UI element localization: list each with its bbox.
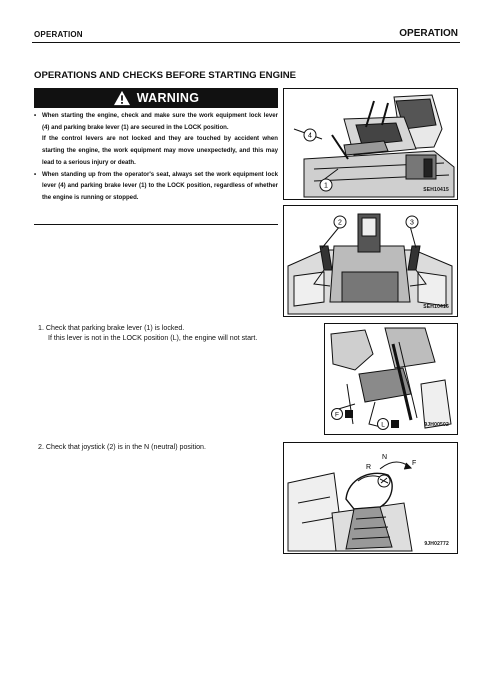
figure-code: SEH10416	[423, 304, 449, 310]
figure-joystick-neutral	[283, 442, 458, 554]
callout-2: 2	[338, 219, 342, 227]
figure-code: 9JH00502	[424, 422, 449, 428]
controls-illustration	[284, 206, 457, 316]
warning-bullet-text: • When standing up from the operator's seat, always set the work equipment lock lever (4) and parking brake lever (1) to the LOCK position, regardless of whether the engine is running or stopped.	[42, 170, 278, 201]
step-item	[38, 323, 278, 343]
parking-brake-illustration	[325, 324, 457, 434]
step-text: 1. Check that parking brake lever (1) is locked.	[38, 324, 185, 332]
lock-icon	[391, 420, 399, 428]
step-detail: If this lever is not in the LOCK position (L), the engine will not start.	[48, 334, 258, 342]
callout-f-free: F	[335, 411, 339, 419]
figure-cab-overview	[283, 88, 458, 200]
figure-controls-front	[283, 205, 458, 317]
warning-text	[34, 110, 278, 204]
unlock-icon	[345, 410, 353, 418]
callout-3: 3	[410, 219, 414, 227]
warning-bullet	[34, 169, 278, 204]
header-section-label: OPERATION	[34, 30, 83, 39]
label-f-forward: F	[412, 460, 417, 467]
figure-parking-brake	[324, 323, 458, 435]
figure-code: SEH10415	[423, 187, 449, 193]
section-title: OPERATIONS AND CHECKS BEFORE STARTING ENGINE	[34, 70, 297, 81]
step-text: 2. Check that joystick (2) is in the N (neutral) position.	[38, 443, 206, 451]
warning-triangle-icon	[113, 90, 131, 106]
header-divider	[32, 42, 460, 43]
step-item	[38, 442, 278, 452]
warning-divider	[34, 224, 278, 225]
warning-bullet-text: • When starting the engine, check and make sure the work equipment lock lever (4) and parking brake lever (1) are secured in the LOCK position.	[42, 112, 278, 131]
warning-bullet	[34, 110, 278, 169]
warning-banner	[34, 88, 278, 108]
callout-l-lock: L	[381, 421, 385, 429]
warning-bullet-detail: If the control levers are not locked and they are touched by accident when starting the engine, the work equipment may move unexpectedly, and this may lead to a serious injury or death.	[42, 135, 278, 166]
callout-1: 1	[324, 182, 328, 190]
joystick-illustration	[284, 443, 457, 553]
label-r-reverse: R	[366, 464, 372, 471]
figure-code: 9JH02772	[424, 541, 449, 547]
header-chapter-title: OPERATION	[399, 28, 458, 39]
label-n-neutral: N	[382, 454, 388, 461]
callout-4: 4	[308, 132, 312, 140]
warning-label: WARNING	[136, 91, 200, 105]
cab-illustration	[284, 89, 457, 199]
